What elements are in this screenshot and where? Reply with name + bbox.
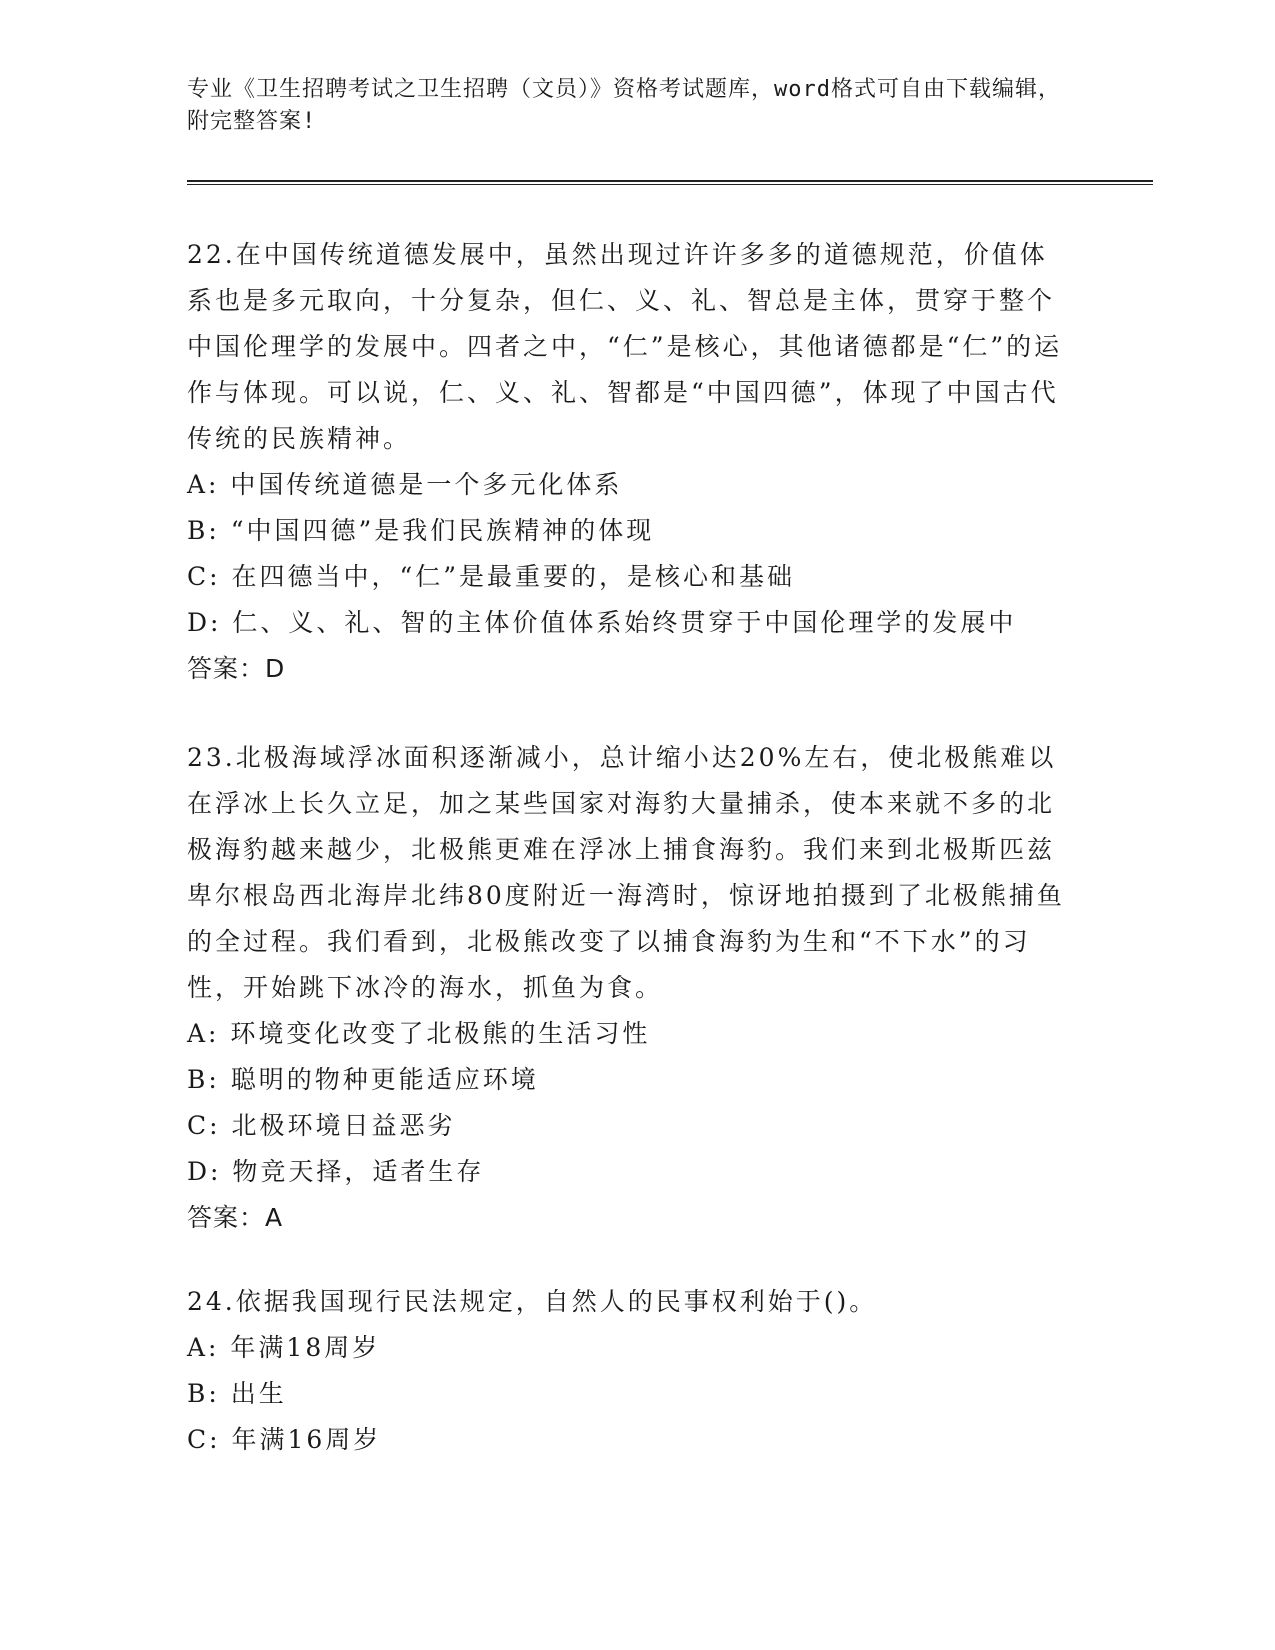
option-b: B: 出生 [187, 1379, 287, 1408]
document-header: 专业《卫生招聘考试之卫生招聘（文员）》资格考试题库，word格式可自由下载编辑，附完整答案! [187, 77, 1061, 134]
option-d: D: 物竞天择，适者生存 [187, 1157, 485, 1186]
header-rule [187, 180, 1153, 182]
option-a: A: 中国传统道德是一个多元化体系 [187, 470, 623, 499]
option-c: C: 在四德当中，“仁”是最重要的，是核心和基础 [187, 562, 796, 591]
answer-label: 答案：D [187, 654, 286, 683]
question-stem: 24.依据我国现行民法规定，自然人的民事权利始于()。 [187, 1287, 878, 1316]
option-c: C: 北极环境日益恶劣 [187, 1111, 456, 1140]
option-b: B: 聪明的物种更能适应环境 [187, 1065, 539, 1094]
option-c: C: 年满16周岁 [187, 1425, 382, 1454]
option-d: D: 仁、义、礼、智的主体价值体系始终贯穿于中国伦理学的发展中 [187, 608, 1017, 637]
question-22 [187, 232, 1067, 692]
question-stem: 23.北极海域浮冰面积逐渐减小，总计缩小达20%左右，使北极熊难以在浮冰上长久立足，加之某些国家对海豹大量捕杀，使本来就不多的北极海豹越来越少，北极熊更难在浮冰上捕食海豹。我们来到北极斯匹兹卑尔根岛西北海岸北纬80度附近一海湾时，惊讶地拍摄到了北极熊捕鱼的全过程。我们看到，北极熊改变了以捕食海豹为生和“不下水”的习性，开始跳下冰冷的海水，抓鱼为食。 [187, 743, 1065, 1002]
answer-label: 答案：A [187, 1203, 284, 1232]
question-stem: 22.在中国传统道德发展中，虽然出现过许许多多的道德规范，价值体系也是多元取向，十分复杂，但仁、义、礼、智总是主体，贯穿于整个中国伦理学的发展中。四者之中，“仁”是核心，其他诸德都是“仁”的运作与体现。可以说，仁、义、礼、智都是“中国四德”，体现了中国古代传统的民族精神。 [187, 240, 1063, 453]
option-b: B: “中国四德”是我们民族精神的体现 [187, 516, 655, 545]
question-24 [187, 1279, 1067, 1463]
question-23 [187, 735, 1067, 1241]
option-a: A: 年满18周岁 [187, 1333, 381, 1362]
header-rule-thin [187, 184, 1153, 185]
option-a: A: 环境变化改变了北极熊的生活习性 [187, 1019, 651, 1048]
